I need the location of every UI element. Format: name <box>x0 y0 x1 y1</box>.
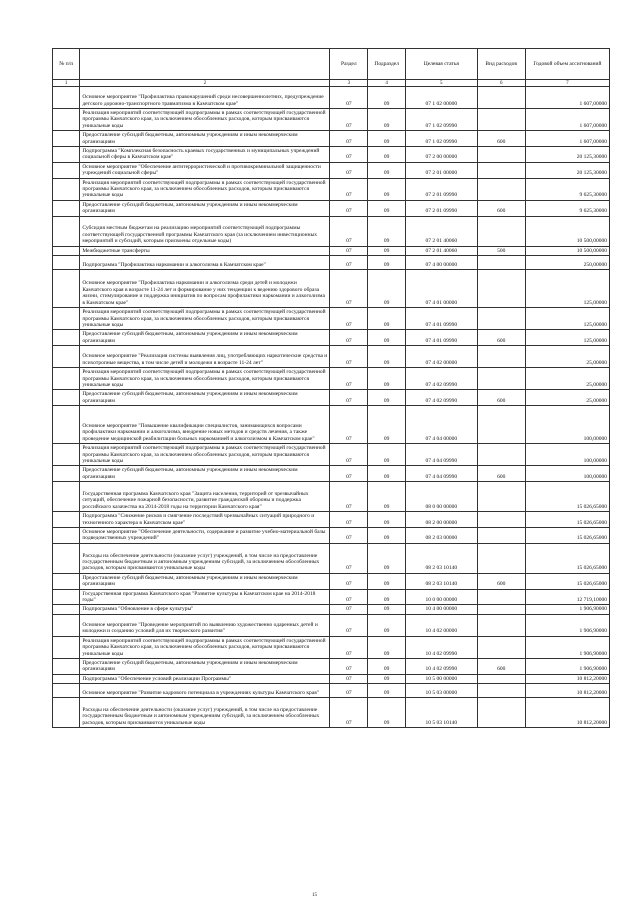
row-expense-type-cell <box>477 216 525 246</box>
row-razdel-cell: 07 <box>330 605 368 614</box>
row-expense-type-cell: 600 <box>477 390 525 406</box>
row-num-cell <box>53 200 80 216</box>
table-row <box>53 659 610 675</box>
row-amount-cell: 15 026,65000 <box>525 528 609 544</box>
row-expense-type-cell <box>477 482 525 512</box>
row-name-cell: Предоставление субсидий бюджетным, автономным учреждениям и иным некоммерческим организациям <box>80 131 330 147</box>
row-num-cell <box>53 406 80 444</box>
row-name-cell: Подпрограмма "Обновление в сфере культуры" <box>80 605 330 614</box>
row-razdel-cell: 07 <box>330 390 368 406</box>
row-num-cell <box>53 659 80 675</box>
row-razdel-cell: 07 <box>330 444 368 466</box>
row-name-cell: Реализация мероприятий соответствующей подпрограммы в рамках соответствующей государственной программы Камчатского края, за исключением обособленных расходов, которым присваиваются уникальные коды <box>80 368 330 390</box>
row-num-cell <box>53 246 80 255</box>
row-expense-type-cell: 600 <box>477 200 525 216</box>
row-target-article-cell: 07 4 02 00000 <box>406 346 477 368</box>
row-name-cell: Основное мероприятие "Проведение мероприятий по выявлению художественно одаренных детей и молодежи и созданию условий для их творческого развития" <box>80 614 330 636</box>
row-num-cell <box>53 614 80 636</box>
row-amount-cell: 1 607,00000 <box>525 87 609 109</box>
row-expense-type-cell: 600 <box>477 131 525 147</box>
row-expense-type-cell <box>477 444 525 466</box>
row-target-article-cell: 08 2 03 10140 <box>406 543 477 573</box>
row-podrazdel-cell: 09 <box>368 256 406 270</box>
row-num-cell <box>53 543 80 573</box>
table-row <box>53 684 610 698</box>
row-target-article-cell: 08 2 03 10140 <box>406 573 477 589</box>
row-amount-cell: 1 906,90000 <box>525 636 609 658</box>
row-name-cell: Подпрограмма "Снижение рисков и смягчение последствий чрезвычайных ситуаций природного и техногенного характера в Камчатском крае" <box>80 512 330 528</box>
row-num-cell <box>53 270 80 308</box>
row-target-article-cell: 07 2 01 09990 <box>406 200 477 216</box>
row-name-cell: Расходы на обеспечение деятельности (оказание услуг) учреждений, в том числе на предоставление государственным бюджетным и автономным учреждениям субсидий, за исключением обособленных расходов, которым присваиваются уникальные коды <box>80 698 330 728</box>
row-amount-cell: 9 625,30000 <box>525 178 609 200</box>
row-target-article-cell: 10 4 02 09990 <box>406 636 477 658</box>
row-amount-cell: 1 607,00000 <box>525 131 609 147</box>
row-podrazdel-cell: 09 <box>368 147 406 163</box>
row-podrazdel-cell: 09 <box>368 200 406 216</box>
row-razdel-cell: 07 <box>330 216 368 246</box>
row-num-cell <box>53 482 80 512</box>
row-num-cell <box>53 308 80 330</box>
row-expense-type-cell <box>477 543 525 573</box>
row-amount-cell: 250,00000 <box>525 256 609 270</box>
budget-table-page <box>52 48 610 728</box>
row-name-cell: Межбюджетные трансферты <box>80 246 330 255</box>
row-name-cell: Расходы на обеспечение деятельности (оказание услуг) учреждений, в том числе на предоставление государственным бюджетным и автономным учреждениям субсидий, за исключением обособленных расходов, которым присваиваются уникальные коды <box>80 543 330 573</box>
row-amount-cell: 125,00000 <box>525 308 609 330</box>
row-razdel-cell: 07 <box>330 246 368 255</box>
row-razdel-cell: 07 <box>330 543 368 573</box>
row-amount-cell: 10 812,20000 <box>525 684 609 698</box>
row-podrazdel-cell: 09 <box>368 573 406 589</box>
row-expense-type-cell: 600 <box>477 573 525 589</box>
row-target-article-cell: 07 4 04 09990 <box>406 466 477 482</box>
row-razdel-cell: 07 <box>330 674 368 683</box>
row-podrazdel-cell: 09 <box>368 482 406 512</box>
table-row <box>53 178 610 200</box>
row-expense-type-cell <box>477 684 525 698</box>
row-razdel-cell: 07 <box>330 368 368 390</box>
row-amount-cell: 1 906,90000 <box>525 659 609 675</box>
row-num-cell <box>53 109 80 131</box>
row-amount-cell: 15 026,65000 <box>525 512 609 528</box>
row-target-article-cell: 07 4 04 09990 <box>406 444 477 466</box>
row-target-article-cell: 07 2 01 40060 <box>406 246 477 255</box>
row-num-cell <box>53 87 80 109</box>
row-amount-cell: 125,00000 <box>525 330 609 346</box>
row-amount-cell: 1 607,00000 <box>525 109 609 131</box>
header-expense-type: Вид расходов <box>477 49 525 80</box>
row-razdel-cell: 07 <box>330 659 368 675</box>
table-header-row <box>53 49 610 80</box>
row-razdel-cell: 07 <box>330 512 368 528</box>
row-podrazdel-cell: 09 <box>368 512 406 528</box>
row-num-cell <box>53 147 80 163</box>
row-num-cell <box>53 684 80 698</box>
row-razdel-cell: 07 <box>330 330 368 346</box>
row-razdel-cell: 07 <box>330 308 368 330</box>
row-amount-cell: 25,00000 <box>525 390 609 406</box>
row-name-cell: Предоставление субсидий бюджетным, автономным учреждениям и иным некоммерческим организациям <box>80 659 330 675</box>
row-podrazdel-cell: 09 <box>368 528 406 544</box>
row-num-cell <box>53 636 80 658</box>
row-razdel-cell: 07 <box>330 636 368 658</box>
row-name-cell: Реализация мероприятий соответствующей подпрограммы в рамках соответствующей государственной программы Камчатского края, за исключением обособленных расходов, которым присваиваются уникальные коды <box>80 178 330 200</box>
row-num-cell <box>53 368 80 390</box>
table-row <box>53 528 610 544</box>
row-razdel-cell: 07 <box>330 109 368 131</box>
row-amount-cell: 12 719,10000 <box>525 589 609 605</box>
row-podrazdel-cell: 09 <box>368 543 406 573</box>
row-razdel-cell: 07 <box>330 256 368 270</box>
row-podrazdel-cell: 09 <box>368 390 406 406</box>
table-row <box>53 614 610 636</box>
row-name-cell: Основное мероприятие "Профилактика правонарушений среди несовершеннолетних, предупреждение детского дорожно-транспортного травматизма в Камчатском крае" <box>80 87 330 109</box>
row-num-cell <box>53 528 80 544</box>
table-row <box>53 246 610 255</box>
row-num-cell <box>53 178 80 200</box>
row-podrazdel-cell: 09 <box>368 178 406 200</box>
row-podrazdel-cell: 09 <box>368 368 406 390</box>
row-podrazdel-cell: 09 <box>368 589 406 605</box>
row-expense-type-cell <box>477 109 525 131</box>
row-podrazdel-cell: 09 <box>368 131 406 147</box>
row-amount-cell: 15 026,65000 <box>525 482 609 512</box>
table-row <box>53 674 610 683</box>
row-num-cell <box>53 512 80 528</box>
row-podrazdel-cell: 09 <box>368 346 406 368</box>
row-target-article-cell: 07 1 02 09990 <box>406 109 477 131</box>
row-target-article-cell: 07 4 01 09990 <box>406 308 477 330</box>
row-podrazdel-cell: 09 <box>368 406 406 444</box>
row-podrazdel-cell: 09 <box>368 444 406 466</box>
row-num-cell <box>53 573 80 589</box>
row-podrazdel-cell: 09 <box>368 109 406 131</box>
row-amount-cell: 1 906,90000 <box>525 614 609 636</box>
table-row <box>53 147 610 163</box>
row-target-article-cell: 07 4 00 00000 <box>406 256 477 270</box>
row-podrazdel-cell: 09 <box>368 698 406 728</box>
table-row <box>53 368 610 390</box>
row-target-article-cell: 07 2 01 09990 <box>406 178 477 200</box>
row-amount-cell: 15 026,65000 <box>525 543 609 573</box>
row-razdel-cell: 07 <box>330 200 368 216</box>
row-podrazdel-cell: 09 <box>368 216 406 246</box>
row-target-article-cell: 07 4 02 09990 <box>406 390 477 406</box>
row-razdel-cell: 07 <box>330 528 368 544</box>
row-num-cell <box>53 256 80 270</box>
row-num-cell <box>53 444 80 466</box>
table-row <box>53 216 610 246</box>
row-amount-cell: 25,00000 <box>525 368 609 390</box>
row-amount-cell: 20 125,30000 <box>525 162 609 178</box>
row-target-article-cell: 08 0 00 00000 <box>406 482 477 512</box>
row-podrazdel-cell: 09 <box>368 162 406 178</box>
row-podrazdel-cell: 09 <box>368 614 406 636</box>
row-razdel-cell: 07 <box>330 684 368 698</box>
row-podrazdel-cell: 09 <box>368 87 406 109</box>
header-target-article: Целевая статья <box>406 49 477 80</box>
row-target-article-cell: 07 2 01 40060 <box>406 216 477 246</box>
colnum: 3 <box>330 80 368 87</box>
row-num-cell <box>53 330 80 346</box>
table-row <box>53 466 610 482</box>
colnum: 2 <box>80 80 330 87</box>
row-podrazdel-cell: 09 <box>368 684 406 698</box>
row-razdel-cell: 07 <box>330 406 368 444</box>
row-amount-cell: 100,00000 <box>525 444 609 466</box>
row-razdel-cell: 07 <box>330 147 368 163</box>
row-amount-cell: 100,00000 <box>525 406 609 444</box>
row-name-cell: Подпрограмма "Комплексная безопасность краевых государственных и муниципальных учреждений социальной сферы в Камчатском крае" <box>80 147 330 163</box>
row-name-cell: Предоставление субсидий бюджетным, автономным учреждениям и иным некоммерческим организациям <box>80 390 330 406</box>
row-target-article-cell: 07 2 01 00000 <box>406 162 477 178</box>
row-expense-type-cell: 600 <box>477 330 525 346</box>
row-target-article-cell: 07 1 02 09990 <box>406 131 477 147</box>
table-row <box>53 346 610 368</box>
row-razdel-cell: 07 <box>330 346 368 368</box>
row-expense-type-cell: 600 <box>477 659 525 675</box>
header-annual-amount: Годовой объем ассигнований <box>525 49 609 80</box>
row-target-article-cell: 07 4 04 00000 <box>406 406 477 444</box>
table-row <box>53 482 610 512</box>
row-amount-cell: 9 625,30000 <box>525 200 609 216</box>
row-target-article-cell: 10 4 00 00000 <box>406 605 477 614</box>
row-num-cell <box>53 390 80 406</box>
row-podrazdel-cell: 09 <box>368 466 406 482</box>
budget-allocation-table <box>52 48 610 728</box>
row-target-article-cell: 07 4 01 09990 <box>406 330 477 346</box>
header-num: № п/п <box>53 49 80 80</box>
row-name-cell: Предоставление субсидий бюджетным, автономным учреждениям и иным некоммерческим организациям <box>80 573 330 589</box>
header-razdel: Раздел <box>330 49 368 80</box>
row-name-cell: Государственная программа Камчатского края "Развитие культуры в Камчатском крае на 2014-2018 годы" <box>80 589 330 605</box>
row-name-cell: Предоставление субсидий бюджетным, автономным учреждениям и иным некоммерческим организациям <box>80 330 330 346</box>
row-amount-cell: 10 500,00000 <box>525 216 609 246</box>
row-name-cell: Подпрограмма "Профилактика наркомании и алкоголизма в Камчатском крае" <box>80 256 330 270</box>
row-expense-type-cell <box>477 256 525 270</box>
row-target-article-cell: 07 1 02 00000 <box>406 87 477 109</box>
row-expense-type-cell <box>477 178 525 200</box>
row-target-article-cell: 08 2 00 00000 <box>406 512 477 528</box>
row-name-cell: Подпрограмма "Обеспечение условий реализации Программы" <box>80 674 330 683</box>
table-row <box>53 131 610 147</box>
row-expense-type-cell <box>477 614 525 636</box>
row-num-cell <box>53 698 80 728</box>
row-podrazdel-cell: 09 <box>368 308 406 330</box>
row-amount-cell: 15 026,65000 <box>525 573 609 589</box>
row-expense-type-cell <box>477 674 525 683</box>
row-expense-type-cell: 500 <box>477 246 525 255</box>
table-row <box>53 270 610 308</box>
colnum: 7 <box>525 80 609 87</box>
row-target-article-cell: 07 4 01 00000 <box>406 270 477 308</box>
row-num-cell <box>53 216 80 246</box>
row-razdel-cell: 07 <box>330 614 368 636</box>
row-podrazdel-cell: 09 <box>368 330 406 346</box>
row-expense-type-cell <box>477 528 525 544</box>
table-row <box>53 87 610 109</box>
row-num-cell <box>53 589 80 605</box>
row-podrazdel-cell: 09 <box>368 659 406 675</box>
row-expense-type-cell <box>477 162 525 178</box>
row-name-cell: Основное мероприятие "Развитие кадрового потенциала в учреждениях культуры Камчатского края" <box>80 684 330 698</box>
row-target-article-cell: 07 4 02 09990 <box>406 368 477 390</box>
row-name-cell: Предоставление субсидий бюджетным, автономным учреждениям и иным некоммерческим организациям <box>80 466 330 482</box>
row-target-article-cell: 10 0 00 00000 <box>406 589 477 605</box>
row-podrazdel-cell: 09 <box>368 270 406 308</box>
row-target-article-cell: 10 4 02 09990 <box>406 659 477 675</box>
table-row <box>53 256 610 270</box>
row-expense-type-cell <box>477 589 525 605</box>
row-num-cell <box>53 674 80 683</box>
row-target-article-cell: 10 5 00 00000 <box>406 674 477 683</box>
row-name-cell: Основное мероприятие "Обеспечение деятельности, содержание и развитие учебно-материальной базы подведомственных учреждений" <box>80 528 330 544</box>
row-razdel-cell: 07 <box>330 589 368 605</box>
row-podrazdel-cell: 09 <box>368 605 406 614</box>
row-name-cell: Основное мероприятие "Реализация системы выявления лиц, употребляющих наркотические средства и психотропные вещества, в том числе детей и молодежи в возрасте 11-24 лет" <box>80 346 330 368</box>
row-amount-cell: 1 906,90000 <box>525 605 609 614</box>
table-body <box>53 87 610 728</box>
table-row <box>53 406 610 444</box>
row-name-cell: Реализация мероприятий соответствующей подпрограммы в рамках соответствующей государственной программы Камчатского края, за исключением обособленных расходов, которым присваиваются уникальные коды <box>80 109 330 131</box>
row-name-cell: Основное мероприятие "Обеспечение антитеррористической и противокриминальной защищенности учреждений социальной сферы" <box>80 162 330 178</box>
row-expense-type-cell <box>477 87 525 109</box>
table-row <box>53 162 610 178</box>
colnum: 1 <box>53 80 80 87</box>
row-amount-cell: 10 812,20000 <box>525 674 609 683</box>
table-row <box>53 444 610 466</box>
table-row <box>53 109 610 131</box>
row-razdel-cell: 07 <box>330 131 368 147</box>
row-name-cell: Реализация мероприятий соответствующей подпрограммы в рамках соответствующей государственной программы Камчатского края, за исключением обособленных расходов, которым присваиваются уникальные коды <box>80 308 330 330</box>
row-target-article-cell: 08 2 03 00000 <box>406 528 477 544</box>
row-expense-type-cell <box>477 406 525 444</box>
header-name <box>80 49 330 80</box>
row-num-cell <box>53 162 80 178</box>
row-name-cell: Реализация мероприятий соответствующей подпрограммы в рамках соответствующей государственной программы Камчатского края, за исключением обособленных расходов, которым присваиваются уникальные коды <box>80 444 330 466</box>
row-name-cell: Основное мероприятие "Повышение квалификации специалистов, занимающихся вопросами профилактики наркомании и алкоголизма, внедрение новых методов и средств лечения, а также проведение медицинской реабилитации больных наркоманией и алкоголизмом в Камчатском крае" <box>80 406 330 444</box>
row-target-article-cell: 10 5 03 10140 <box>406 698 477 728</box>
row-razdel-cell: 07 <box>330 482 368 512</box>
colnum: 4 <box>368 80 406 87</box>
table-row <box>53 698 610 728</box>
table-row <box>53 512 610 528</box>
row-podrazdel-cell: 09 <box>368 246 406 255</box>
row-amount-cell: 10 812,20000 <box>525 698 609 728</box>
row-expense-type-cell <box>477 147 525 163</box>
table-row <box>53 308 610 330</box>
table-row <box>53 636 610 658</box>
row-expense-type-cell <box>477 308 525 330</box>
row-expense-type-cell <box>477 512 525 528</box>
table-row <box>53 589 610 605</box>
row-expense-type-cell <box>477 698 525 728</box>
row-amount-cell: 10 500,00000 <box>525 246 609 255</box>
row-expense-type-cell <box>477 636 525 658</box>
row-amount-cell: 20 125,30000 <box>525 147 609 163</box>
row-name-cell: Предоставление субсидий бюджетным, автономным учреждениям и иным некоммерческим организациям <box>80 200 330 216</box>
table-row <box>53 605 610 614</box>
row-expense-type-cell <box>477 270 525 308</box>
table-row <box>53 543 610 573</box>
table-row <box>53 330 610 346</box>
row-name-cell: Государственная программа Камчатского края "Защита населения, территорий от чрезвычайных ситуаций, обеспечение пожарной безопасности, развитие гражданской обороны и поддержка российского казачества на 2014-2018 годы на территории Камчатского края" <box>80 482 330 512</box>
row-razdel-cell: 07 <box>330 698 368 728</box>
row-amount-cell: 25,00000 <box>525 346 609 368</box>
row-name-cell: Субсидия местным бюджетам на реализацию мероприятий соответствующей подпрограммы соответствующей государственной программы Камчатского края (за исключением инвестиционных мероприятий и субсидий, которым присвоены отдельные коды) <box>80 216 330 246</box>
row-podrazdel-cell: 09 <box>368 674 406 683</box>
row-podrazdel-cell: 09 <box>368 636 406 658</box>
row-target-article-cell: 10 4 02 00000 <box>406 614 477 636</box>
colnum: 6 <box>477 80 525 87</box>
row-expense-type-cell: 600 <box>477 466 525 482</box>
column-number-row <box>53 80 610 87</box>
row-num-cell <box>53 466 80 482</box>
row-razdel-cell: 07 <box>330 466 368 482</box>
row-razdel-cell: 07 <box>330 178 368 200</box>
row-expense-type-cell <box>477 346 525 368</box>
colnum: 5 <box>406 80 477 87</box>
table-row <box>53 390 610 406</box>
row-razdel-cell: 07 <box>330 162 368 178</box>
row-name-cell: Основное мероприятие "Профилактика наркомании и алкоголизма среди детей и молодежи Камчатского края в возрасте 11-24 лет и формирование у них тенденции к ведению здорового образа жизни, стимулирование и поддержка инициатив по вопросам профилактики наркомании и алкоголизма в Камчатском крае" <box>80 270 330 308</box>
header-podrazdel: Подраздел <box>368 49 406 80</box>
row-razdel-cell: 07 <box>330 270 368 308</box>
row-num-cell <box>53 346 80 368</box>
row-num-cell <box>53 131 80 147</box>
table-row <box>53 200 610 216</box>
row-target-article-cell: 10 5 03 00000 <box>406 684 477 698</box>
row-num-cell <box>53 605 80 614</box>
row-name-cell: Реализация мероприятий соответствующей подпрограммы в рамках соответствующей государственной программы Камчатского края, за исключением обособленных расходов, которым присваиваются уникальные коды <box>80 636 330 658</box>
row-amount-cell: 125,00000 <box>525 270 609 308</box>
row-amount-cell: 100,00000 <box>525 466 609 482</box>
row-razdel-cell: 07 <box>330 573 368 589</box>
row-razdel-cell: 07 <box>330 87 368 109</box>
row-target-article-cell: 07 2 00 00000 <box>406 147 477 163</box>
page-number: 15 <box>312 893 317 898</box>
table-row <box>53 573 610 589</box>
row-expense-type-cell <box>477 368 525 390</box>
row-expense-type-cell <box>477 605 525 614</box>
